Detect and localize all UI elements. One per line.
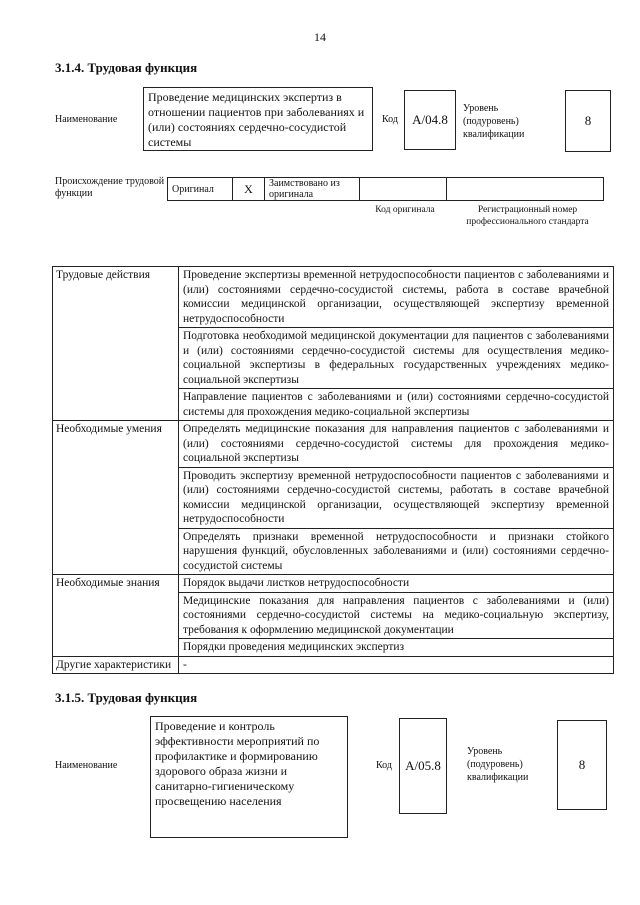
table-item: Определять признаки временной нетрудоспособности и признаки стойкого нарушения функций, обусловленных заболеваниями и (или) состояниями сердечно-сосудистой системы <box>179 528 614 575</box>
code-label: Код <box>376 760 392 771</box>
table-row <box>53 421 614 468</box>
table-row <box>53 575 614 593</box>
category-cell: Другие характеристики <box>53 656 179 674</box>
section-title: 3.1.4. Трудовая функция <box>55 60 198 75</box>
table-item: Направление пациентов с заболеваниями и (или) состояниями сердечно-сосудистой системы для прохождения медико-социальной экспертизы <box>179 389 614 421</box>
table-item: Проведение экспертизы временной нетрудоспособности пациентов с заболеваниями и (или) состояниями сердечно-сосудистой системы, работа в составе врачебной комиссии медицинской организации, осуществляющей экспертизу временной нетрудоспособности <box>179 267 614 328</box>
function-code: А/05.8 <box>399 718 447 814</box>
origin-mark: X <box>233 178 265 201</box>
level-value: 8 <box>557 720 607 810</box>
table-item: Порядок выдачи листков нетрудоспособности <box>179 575 614 593</box>
category-cell: Трудовые действия <box>53 267 179 421</box>
page-number: 14 <box>314 30 326 44</box>
category-cell: Необходимые знания <box>53 575 179 657</box>
name-label: Наименование <box>55 114 118 125</box>
table-row <box>53 656 614 674</box>
function-name: Проведение и контроль эффективности мероприятий по профилактике и формированию здорового образа жизни и санитарно-гигиеническому просвещению населения <box>150 716 348 838</box>
name-label: Наименование <box>55 760 118 771</box>
table-item: - <box>179 656 614 674</box>
reg-number-caption: Регистрационный номер профессионального стандарта <box>466 205 589 227</box>
original-code-caption: Код оригинала <box>375 205 435 215</box>
original-code-cell <box>360 178 447 201</box>
origin-borrowed-cell: Заимствовано из оригинала <box>265 178 360 201</box>
origin-original-cell: Оригинал <box>168 178 233 201</box>
function-code: А/04.8 <box>404 90 456 150</box>
table-item: Подготовка необходимой медицинской документации для пациентов с заболеваниями и (или) состояниями сердечно-сосудистой системы для осуществления медико-социальной экспертизы в федеральных государственных учреждениях медико-социальной экспертизы <box>179 328 614 389</box>
function-name: Проведение медицинских экспертиз в отношении пациентов при заболеваниях и (или) состояниях сердечно-сосудистой системы <box>143 87 373 151</box>
level-value: 8 <box>565 90 611 152</box>
table-item: Проводить экспертизу временной нетрудоспособности пациентов с заболеваниями и (или) состояниями сердечно-сосудистой системы, работать в составе врачебной комиссии медицинской организации, осуществляющей экспертизу временной нетрудоспособности <box>179 467 614 528</box>
reg-number-cell <box>447 178 604 201</box>
table-item: Определять медицинские показания для направления пациентов с заболеваниями и (или) состояниями сердечно-сосудистой системы для прохождения медико-социальной экспертизы <box>179 421 614 468</box>
origin-label: Происхождение трудовой функции <box>55 176 165 199</box>
category-cell: Необходимые умения <box>53 421 179 575</box>
code-label: Код <box>382 114 398 125</box>
table-item: Медицинские показания для направления пациентов с заболеваниями и (или) состояниями сердечно-сосудистой системы на медико-социальную экспертизу, требования к оформлению медицинской документации <box>179 592 614 639</box>
section-title: 3.1.5. Трудовая функция <box>55 690 198 705</box>
level-label: Уровень (подуровень) квалификации <box>463 103 525 140</box>
level-label: Уровень (подуровень) квалификации <box>467 746 529 783</box>
labor-function-table <box>52 266 614 674</box>
origin-table <box>167 177 604 201</box>
table-row <box>53 267 614 328</box>
table-item: Порядки проведения медицинских экспертиз <box>179 639 614 657</box>
